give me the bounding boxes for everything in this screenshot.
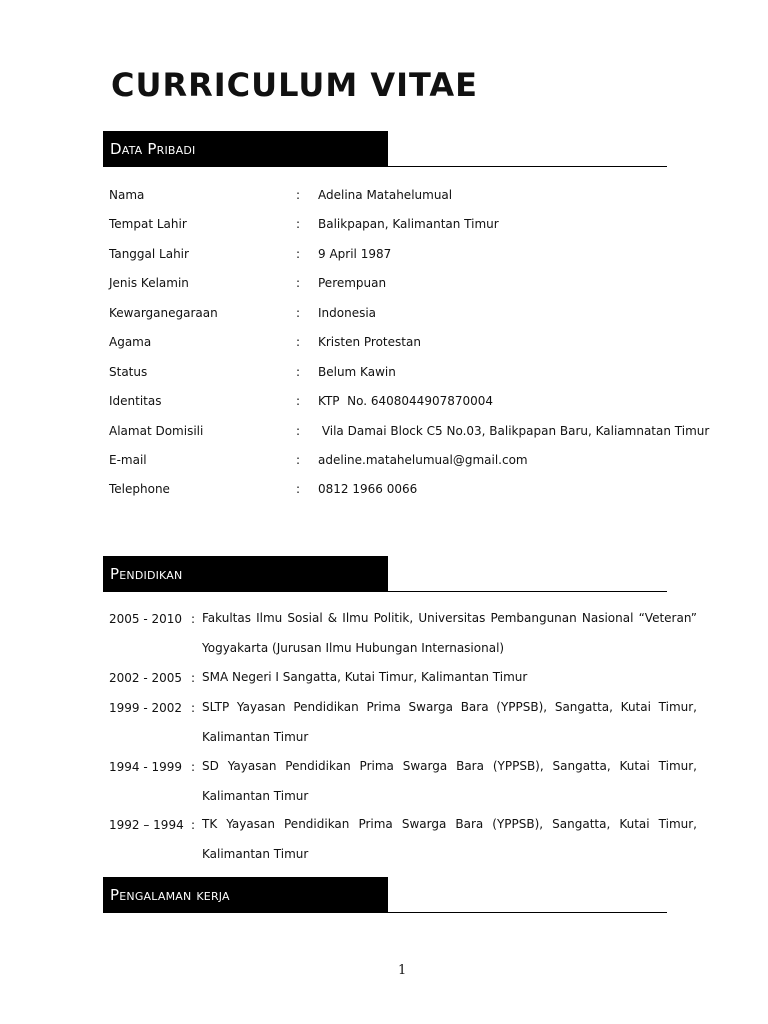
info-label: Nama bbox=[109, 188, 145, 202]
section-title-experience: Pengalaman kerja bbox=[103, 877, 388, 912]
info-row-alamat-domisili bbox=[109, 421, 709, 441]
info-colon: : bbox=[296, 453, 301, 467]
info-colon: : bbox=[296, 365, 301, 379]
page-title: CURRICULUM VITAE bbox=[111, 66, 478, 104]
education-desc: TK Yayasan Pendidikan Prima Swarga Bara (YPPSB), Sangatta, Kutai Timur, Kalimantan Timur bbox=[202, 817, 697, 861]
info-value: Balikpapan, Kalimantan Timur bbox=[318, 217, 499, 231]
info-colon: : bbox=[296, 424, 301, 438]
info-label: Status bbox=[109, 365, 148, 379]
info-colon: : bbox=[296, 394, 301, 408]
section-title-education: Pendidikan bbox=[103, 556, 388, 591]
info-value: adeline.matahelumual@gmail.com bbox=[318, 453, 528, 467]
education-years: 1994 - 1999 bbox=[109, 760, 183, 774]
info-label: Kewarganegaraan bbox=[109, 306, 218, 320]
info-colon: : bbox=[296, 306, 301, 320]
info-row-email bbox=[109, 450, 709, 470]
education-desc: SLTP Yayasan Pendidikan Prima Swarga Bara (YPPSB), Sangatta, Kutai Timur, Kalimantan Timur bbox=[202, 700, 697, 744]
info-value: Perempuan bbox=[318, 276, 387, 290]
page-number: 1 bbox=[398, 963, 407, 978]
info-value: 0812 1966 0066 bbox=[318, 482, 418, 496]
info-colon: : bbox=[296, 217, 301, 231]
info-value: Kristen Protestan bbox=[318, 335, 421, 349]
info-label: Tempat Lahir bbox=[109, 217, 187, 231]
info-row-nama bbox=[109, 185, 709, 205]
info-colon: : bbox=[296, 276, 301, 290]
info-row-agama bbox=[109, 332, 709, 352]
education-desc: SD Yayasan Pendidikan Prima Swarga Bara (YPPSB), Sangatta, Kutai Timur, Kalimantan Timur bbox=[202, 759, 697, 803]
education-colon: : bbox=[191, 701, 196, 715]
info-value: Vila Damai Block C5 No.03, Balikpapan Baru, Kaliamnatan Timur bbox=[318, 424, 710, 438]
education-colon: : bbox=[191, 760, 196, 774]
education-colon: : bbox=[191, 612, 196, 626]
info-value: KTP No. 6408044907870004 bbox=[318, 394, 494, 408]
section-header-personal bbox=[103, 131, 667, 167]
info-row-tempat-lahir bbox=[109, 214, 709, 234]
info-value: 9 April 1987 bbox=[318, 247, 392, 261]
info-colon: : bbox=[296, 482, 301, 496]
info-colon: : bbox=[296, 188, 301, 202]
info-label: Agama bbox=[109, 335, 152, 349]
info-row-telephone bbox=[109, 479, 709, 499]
education-colon: : bbox=[191, 671, 196, 685]
education-years: 1999 - 2002 bbox=[109, 701, 183, 715]
info-row-tanggal-lahir bbox=[109, 244, 709, 264]
education-desc: SMA Negeri I Sangatta, Kutai Timur, Kalimantan Timur bbox=[202, 670, 528, 685]
info-label: E-mail bbox=[109, 453, 147, 467]
info-label: Alamat Domisili bbox=[109, 424, 204, 438]
info-value: Belum Kawin bbox=[318, 365, 396, 379]
info-row-kewarganegaraan bbox=[109, 303, 709, 323]
info-label: Telephone bbox=[109, 482, 170, 496]
section-title-personal: Data Pribadi bbox=[103, 131, 388, 166]
info-value: Indonesia bbox=[318, 306, 377, 320]
info-label: Tanggal Lahir bbox=[109, 247, 189, 261]
info-label: Identitas bbox=[109, 394, 162, 408]
education-years: 2005 - 2010 bbox=[109, 612, 183, 626]
info-colon: : bbox=[296, 335, 301, 349]
info-row-identitas bbox=[109, 391, 709, 411]
info-colon: : bbox=[296, 247, 301, 261]
info-value: Adelina Matahelumual bbox=[318, 188, 453, 202]
education-years: 2002 - 2005 bbox=[109, 671, 183, 685]
info-label: Jenis Kelamin bbox=[109, 276, 189, 290]
education-desc: Fakultas Ilmu Sosial & Ilmu Politik, Universitas Pembangunan Nasional “Veteran” Yogyakarta (Jurusan Ilmu Hubungan Internasional) bbox=[202, 611, 697, 655]
education-years: 1992 – 1994 bbox=[109, 818, 184, 832]
education-colon: : bbox=[191, 818, 196, 832]
info-row-jenis-kelamin bbox=[109, 273, 709, 293]
section-header-experience bbox=[103, 877, 667, 913]
info-row-status bbox=[109, 362, 709, 382]
section-header-education bbox=[103, 556, 667, 592]
